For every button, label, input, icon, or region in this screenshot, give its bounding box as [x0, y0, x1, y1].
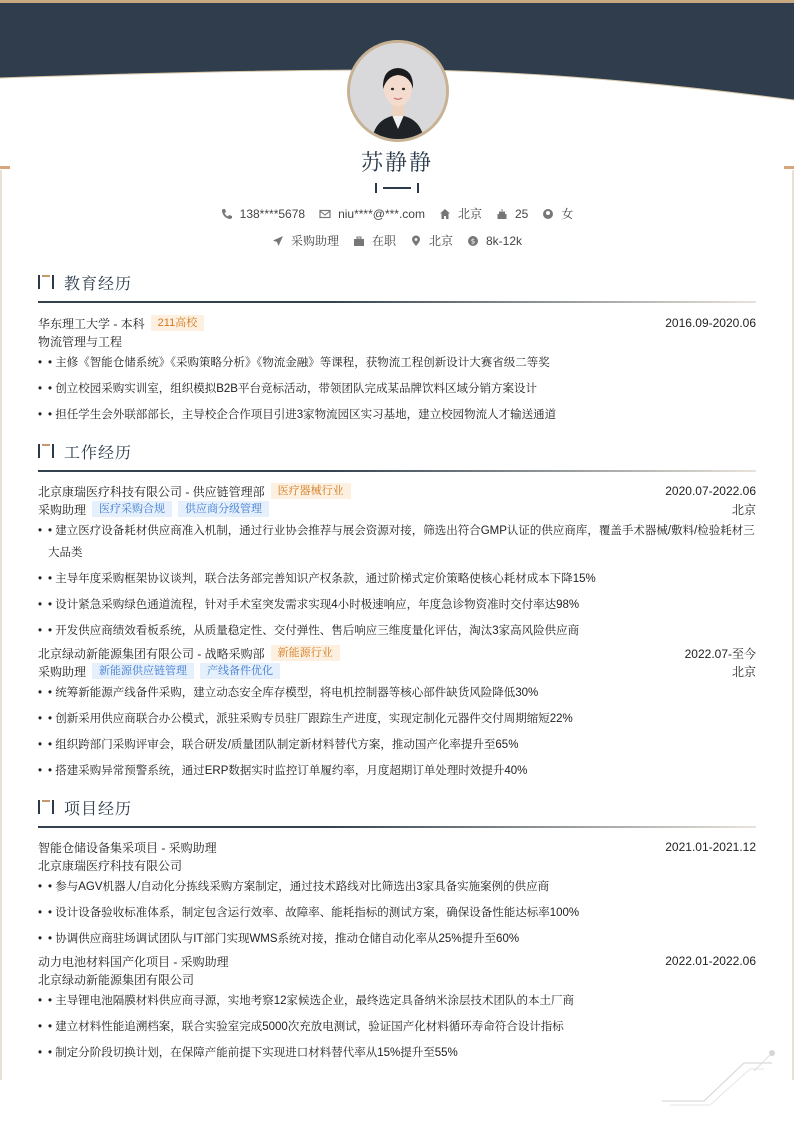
job-bullets: [38, 520, 756, 642]
home-icon: [439, 208, 451, 220]
project-bullets: [38, 990, 756, 1064]
work-section: [38, 440, 756, 786]
job-date: 2020.07-2022.06: [665, 484, 756, 498]
project-bullets: [38, 876, 756, 950]
list-item: • • 协调供应商驻场调试团队与IT部门实现WMS系统对接，推动仓储自动化率从25%提升至60%: [38, 928, 756, 950]
contact-phone: 138****5678: [221, 207, 305, 221]
job-bullets: [38, 682, 756, 782]
education-heading: 教育经历: [38, 271, 756, 293]
name-divider: [375, 183, 419, 193]
education-date: 2016.09-2020.06: [665, 316, 756, 330]
job-date: 2022.07-至今: [684, 646, 756, 661]
project-name: 动力电池材料国产化项目 - 采购助理: [38, 954, 229, 969]
contact-info-row: [0, 205, 794, 222]
briefcase-icon: [353, 235, 365, 247]
major-row: [38, 332, 756, 350]
gender-icon: [542, 208, 554, 220]
industry-tag: 新能源行业: [271, 645, 340, 661]
project-entry: [38, 838, 756, 950]
skill-tag: 供应商分级管理: [178, 501, 269, 517]
skill-tag: 产线备件优化: [200, 663, 280, 679]
intent-city: 北京: [410, 232, 453, 249]
projects-heading: 项目经历: [38, 796, 756, 818]
job-entry: [38, 644, 756, 782]
job-role: 采购助理: [38, 664, 87, 679]
education-bullets: [38, 352, 756, 426]
contact-email: niu****@***.com: [319, 207, 425, 221]
list-item: • • 统筹新能源产线备件采购，建立动态安全库存模型，将电机控制器等核心部件缺货风险降低30%: [38, 682, 756, 704]
education-header-row: [38, 314, 756, 332]
project-date: 2021.01-2021.12: [665, 840, 756, 854]
project-date: 2022.01-2022.06: [665, 954, 756, 968]
avatar: [347, 40, 449, 142]
section-mark-icon: [38, 275, 56, 289]
job-role: 采购助理: [38, 502, 87, 517]
list-item: • • 建立医疗设备耗材供应商准入机制，通过行业协会推荐与展会资源对接，筛选出符合GMP认证的供应商库，覆盖手术器械/敷料/检验耗材三大品类: [38, 520, 756, 564]
cake-icon: [496, 208, 508, 220]
list-item: • • 搭建采购异常预警系统，通过ERP数据实时监控订单履约率，月度超期订单处理时效提升40%: [38, 760, 756, 782]
list-item: • • 主导锂电池隔膜材料供应商寻源，实地考察12家候选企业，最终选定具备纳米涂层技术团队的本土厂商: [38, 990, 756, 1012]
contact-age: 25: [496, 207, 528, 221]
intent-position: 采购助理: [272, 232, 339, 249]
mail-icon: [319, 208, 331, 220]
list-item: • • 创立校园采购实训室，组织模拟B2B平台竞标活动，带领团队完成某品牌饮料区域分销方案设计: [38, 378, 756, 400]
list-item: • • 担任学生会外联部部长，主导校企合作项目引进3家物流园区实习基地，建立校园物流人才输送通道: [38, 404, 756, 426]
projects-section: [38, 796, 756, 1068]
major: 物流管理与工程: [38, 334, 123, 349]
project-entry: [38, 952, 756, 1064]
skill-tag: 医疗采购合规: [92, 501, 172, 517]
intent-salary: $ 8k-12k: [467, 234, 522, 248]
project-org: 北京康瑞医疗科技有限公司: [38, 858, 183, 873]
project-header-row: [38, 952, 756, 970]
job-role-row: [38, 500, 756, 518]
section-mark-icon: [38, 444, 56, 458]
phone-icon: [221, 208, 233, 220]
list-item: • • 组织跨部门采购评审会，联合研发/质量团队制定新材料替代方案，推动国产化率提升至65%: [38, 734, 756, 756]
job-city: 北京: [731, 664, 756, 679]
decorative-line-art: [660, 1045, 780, 1107]
salary-icon: [467, 235, 479, 247]
candidate-name: 苏静静: [360, 150, 433, 175]
list-item: • • 主修《智能仓储系统》《采购策略分析》《物流金融》等课程，获物流工程创新设计大赛省级二等奖: [38, 352, 756, 374]
industry-tag: 医疗器械行业: [271, 483, 351, 499]
project-org: 北京绿动新能源集团有限公司: [38, 972, 195, 987]
job-intent-row: [0, 232, 794, 249]
project-name: 智能仓储设备集采项目 - 采购助理: [38, 840, 217, 855]
list-item: • • 建立材料性能追溯档案，联合实验室完成5000次充放电测试，验证国产化材料循环寿命符合设计指标: [38, 1016, 756, 1038]
section-mark-icon: [38, 800, 56, 814]
location-icon: [410, 235, 422, 247]
job-header-row: [38, 644, 756, 662]
work-heading: 工作经历: [38, 440, 756, 462]
job-entry: [38, 482, 756, 642]
project-header-row: [38, 838, 756, 856]
contact-gender: 女: [542, 205, 573, 222]
intent-status: 在职: [353, 232, 396, 249]
job-role-row: [38, 662, 756, 680]
list-item: • • 开发供应商绩效看板系统，从质量稳定性、交付弹性、售后响应三维度量化评估，淘汰3家高风险供应商: [38, 620, 756, 642]
company-name: 北京绿动新能源集团有限公司 - 战略采购部: [38, 646, 265, 661]
list-item: • • 设计紧急采购绿色通道流程，针对手术室突发需求实现4小时极速响应，年度急诊物资准时交付率达98%: [38, 594, 756, 616]
list-item: • • 创新采用供应商联合办公模式，派驻采购专员驻厂跟踪生产进度，实现定制化元器件交付周期缩短22%: [38, 708, 756, 730]
svg-text:$: $: [470, 237, 476, 246]
send-icon: [272, 235, 284, 247]
skill-tag: 新能源供应链管理: [92, 663, 194, 679]
project-org-row: [38, 970, 756, 988]
company-name: 北京康瑞医疗科技有限公司 - 供应链管理部: [38, 484, 265, 499]
school-tag: 211高校: [151, 315, 205, 331]
left-border-line: [0, 170, 2, 1080]
contact-home: 北京: [439, 205, 482, 222]
school-name: 华东理工大学 - 本科: [38, 316, 145, 331]
job-header-row: [38, 482, 756, 500]
education-section: [38, 271, 756, 430]
list-item: • • 制定分阶段切换计划，在保障产能前提下实现进口材料替代率从15%提升至55%: [38, 1042, 756, 1064]
list-item: • • 设计设备验收标准体系，制定包含运行效率、故障率、能耗指标的测试方案，确保设备性能达标率100%: [38, 902, 756, 924]
project-org-row: [38, 856, 756, 874]
list-item: • • 参与AGV机器人/自动化分拣线采购方案制定，通过技术路线对比筛选出3家具备实施案例的供应商: [38, 876, 756, 898]
job-city: 北京: [731, 502, 756, 517]
list-item: • • 主导年度采购框架协议谈判，联合法务部完善知识产权条款，通过阶梯式定价策略使核心耗材成本下降15%: [38, 568, 756, 590]
